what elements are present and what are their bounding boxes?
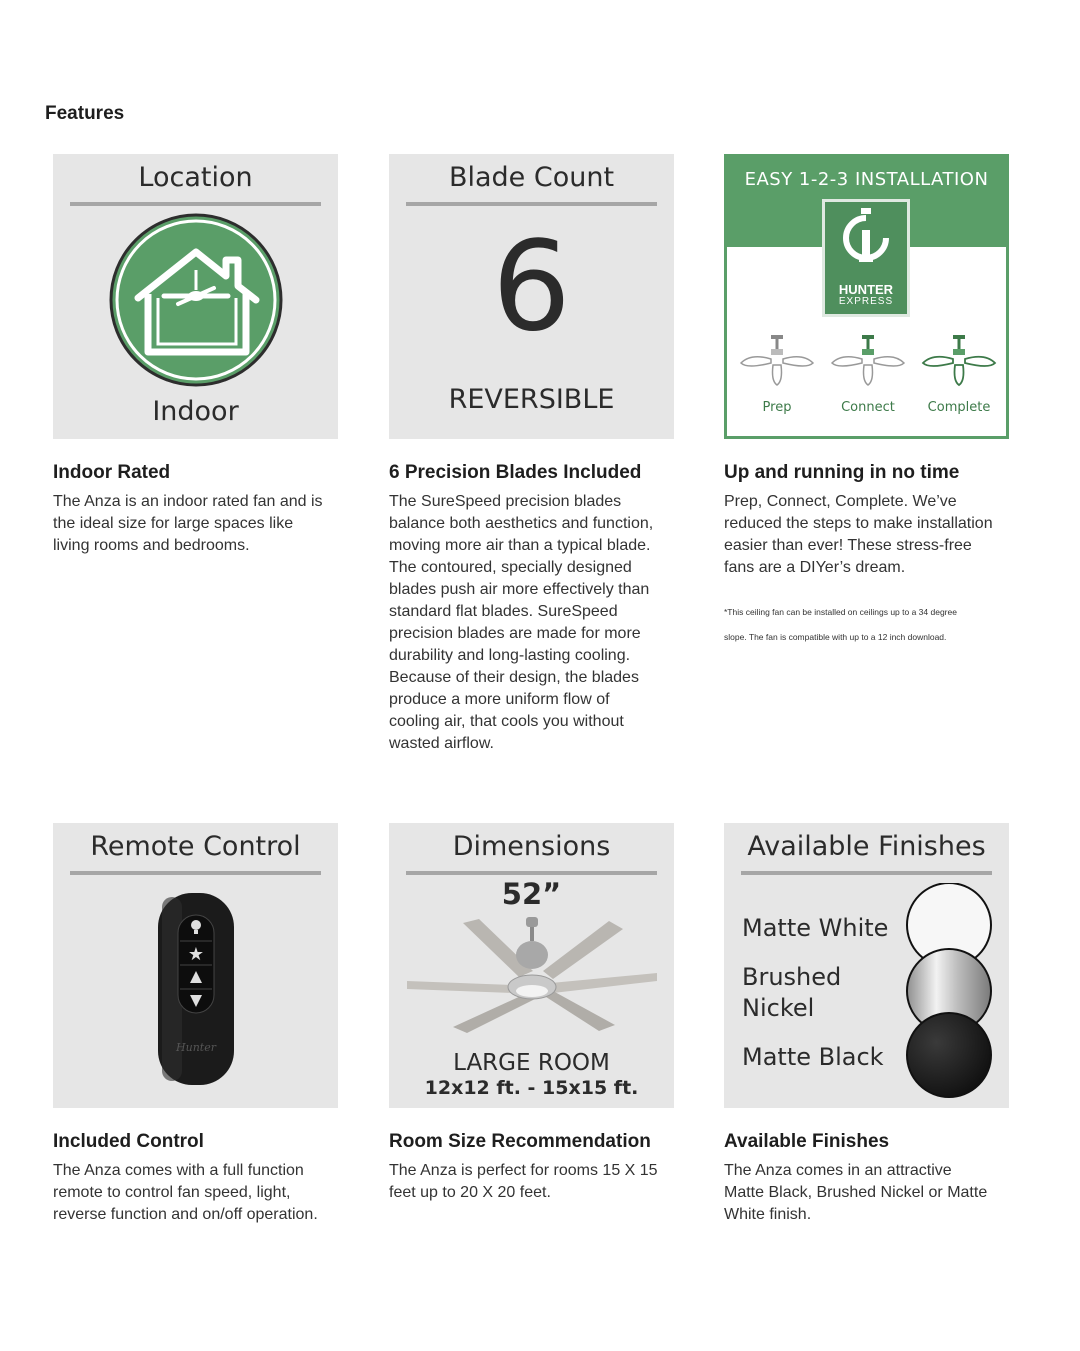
description-body: The Anza is perfect for rooms 15 X 15 feet up to 20 X 20 feet. (389, 1162, 658, 1201)
finish-matte-black: Matte Black (742, 1043, 884, 1071)
step-prep: Prep (762, 400, 792, 415)
finish-brushed-nickel-line-2: Nickel (742, 994, 815, 1022)
remote-brand: Hunter (176, 1041, 216, 1054)
swatch-matte-black (907, 1013, 991, 1097)
finishes-tile (724, 823, 1009, 1108)
description-title: Included Control (53, 1131, 204, 1152)
svg-text:★: ★ (187, 944, 205, 965)
description-title: Indoor Rated (53, 462, 171, 483)
fan-size: 52” (501, 877, 562, 911)
dimensions-tile (389, 823, 674, 1108)
location-title: Location (138, 162, 253, 193)
location-value: Indoor (152, 396, 239, 427)
finishes-title: Available Finishes (747, 831, 986, 862)
installation-footnote-line-1: *This ceiling fan can be installed on ceilings up to a 34 degree (724, 607, 957, 617)
house-fan-icon (108, 212, 284, 388)
dimensions-title: Dimensions (452, 831, 611, 862)
divider (741, 871, 992, 875)
location-tile (53, 154, 338, 439)
divider (406, 871, 657, 875)
remote-control-title: Remote Control (90, 831, 301, 862)
logo-line-1: HUNTER (838, 282, 894, 297)
description-body: The Anza is an indoor rated fan and is the ideal size for large spaces like living rooms and bedrooms. (53, 493, 323, 554)
blade-count-title: Blade Count (448, 162, 615, 193)
description-title: Available Finishes (724, 1131, 890, 1152)
installation-footnote-line-2: slope. The fan is compatible with up to a 12 inch download. (724, 632, 947, 642)
description-body: The Anza comes in an attractive Matte Black, Brushed Nickel or Matte White finish. (724, 1162, 988, 1223)
fan-prep-icon (737, 333, 817, 389)
divider (70, 871, 321, 875)
fan-connect-icon (828, 333, 908, 389)
stopwatch-icon (841, 208, 891, 266)
description-body: The SureSpeed precision blades balance both aesthetics and function, moving more air than a typical blade. The contoured, specially designed blades push air more effectively than standard flat blades. SureSpeed precision blades are made for more durability and long-lasting cooling. Because of their design, the blades produce a more uniform flow of cooling air, that cools you without wasted airflow. (389, 493, 654, 752)
description-title: Room Size Recommendation (389, 1131, 651, 1152)
room-range: 12x12 ft. - 15x15 ft. (424, 1077, 639, 1099)
fan-complete-icon (919, 333, 999, 389)
step-connect: Connect (841, 400, 895, 415)
divider (70, 202, 321, 206)
installation-tile (724, 154, 1009, 439)
page-heading: Features (45, 103, 125, 124)
finish-swatches (904, 883, 994, 1103)
description-title: Up and running in no time (724, 462, 960, 483)
description-body: Prep, Connect, Complete. We’ve reduced the steps to make installation easier than ever! These stress-free fans are a DIYer’s dream. (724, 493, 993, 576)
ceiling-fan-icon (403, 915, 661, 1035)
blade-count-number: 6 (492, 215, 571, 359)
reversible-label: REVERSIBLE (448, 384, 615, 415)
remote-control-tile (53, 823, 338, 1108)
description-body: The Anza comes with a full function remote to control fan speed, light, reverse function and on/off operation. (53, 1162, 318, 1223)
room-label: LARGE ROOM (453, 1050, 610, 1076)
blade-count-tile (389, 154, 674, 439)
installation-banner-text: EASY 1-2-3 INSTALLATION (744, 169, 989, 190)
remote-control-icon (156, 891, 236, 1087)
finish-brushed-nickel-line-1: Brushed (742, 963, 842, 991)
hunter-express-logo (822, 199, 910, 317)
logo-line-2: EXPRESS (838, 296, 894, 307)
description-title: 6 Precision Blades Included (389, 462, 642, 483)
step-complete: Complete (927, 400, 991, 415)
divider (406, 202, 657, 206)
finish-matte-white: Matte White (742, 914, 889, 942)
